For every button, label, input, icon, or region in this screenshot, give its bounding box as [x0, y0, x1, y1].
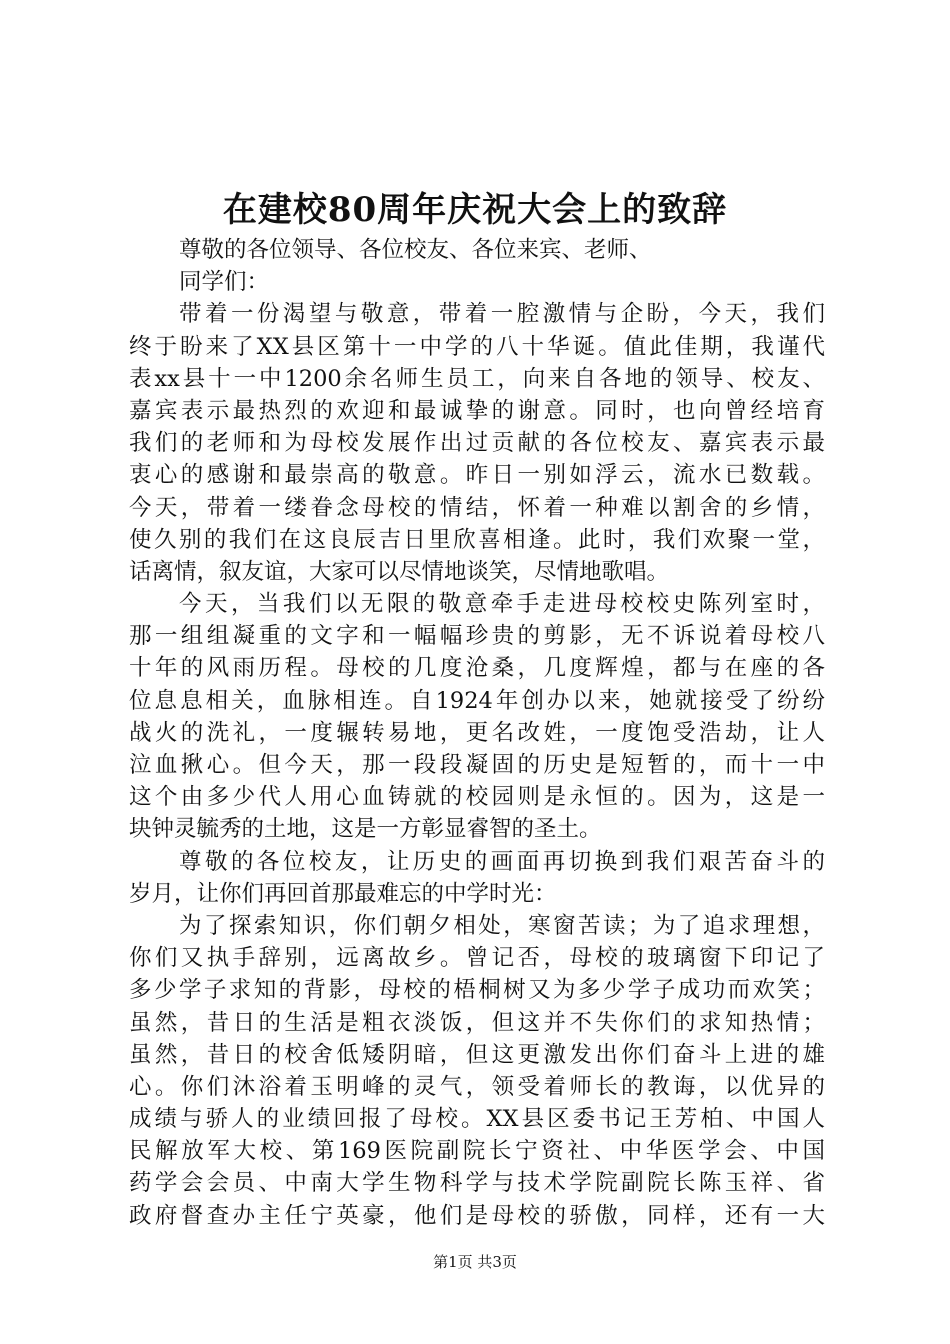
- body-line: 战火的洗礼，一度辗转易地，更名改姓，一度饱受浩劫，让人: [129, 719, 825, 746]
- body-line: 十年的风雨历程。母校的几度沧桑，几度辉煌，都与在座的各: [129, 655, 825, 682]
- body-line: 尊敬的各位领导、各位校友、各位来宾、老师、: [179, 237, 652, 263]
- body-line: 虽然，昔日的生活是粗衣淡饭，但这并不失你们的求知热情；: [129, 1009, 825, 1036]
- body-line: 岁月，让你们再回首那最难忘的中学时光：: [129, 880, 557, 907]
- body-line: 泣血揪心。但今天，那一段段凝固的历史是短暂的，而十一中: [129, 752, 825, 778]
- body-line: 药学会会员、中南大学生物科学与技术学院副院长陈玉祥、省: [129, 1170, 825, 1197]
- body-line: 为了探索知识，你们朝夕相处，寒窗苦读；为了追求理想，: [179, 912, 825, 939]
- body-line: 表xx县十一中1200余名师生员工，向来自各地的领导、校友、: [129, 365, 825, 392]
- document-body: [129, 234, 825, 1232]
- body-line: 使久别的我们在这良辰吉日里欣喜相逢。此时，我们欢聚一堂，: [129, 526, 825, 553]
- body-line: 我们的老师和为母校发展作出过贡献的各位校友、嘉宾表示最: [129, 430, 825, 457]
- body-line: 成绩与骄人的业绩回报了母校。XX县区委书记王芳柏、中国人: [129, 1106, 825, 1133]
- document-title: 在建校80周年庆祝大会上的致辞: [222, 190, 728, 230]
- body-line: 衷心的感谢和最崇高的敬意。昨日一别如浮云，流水已数载。: [129, 462, 825, 489]
- body-line: 政府督查办主任宁英豪，他们是母校的骄傲，同样，还有一大: [129, 1202, 825, 1229]
- body-line: 心。你们沐浴着玉明峰的灵气，领受着师长的教诲，以优异的: [129, 1073, 825, 1100]
- body-line: 终于盼来了XX县区第十一中学的八十华诞。值此佳期，我谨代: [129, 333, 825, 360]
- body-line: 块钟灵毓秀的土地，这是一方彰显睿智的圣土。: [129, 816, 602, 843]
- body-line: 带着一份渴望与敬意，带着一腔激情与企盼，今天，我们: [179, 301, 825, 328]
- body-line: 同学们：: [179, 269, 270, 296]
- page-footer: 第1页 共3页: [433, 1253, 517, 1271]
- body-line: 今天，当我们以无限的敬意牵手走进母校校史陈列室时，: [179, 591, 825, 618]
- body-line: 那一组组凝重的文字和一幅幅珍贵的剪影，无不诉说着母校八: [129, 623, 825, 650]
- body-line: 今天，带着一缕眷念母校的情结，怀着一种难以割舍的乡情，: [129, 494, 825, 521]
- body-line: 虽然，昔日的校舍低矮阴暗，但这更激发出你们奋斗上进的雄: [129, 1041, 825, 1068]
- body-line: 民解放军大校、第169医院副院长宁资社、中华医学会、中国: [129, 1138, 825, 1165]
- body-line: 嘉宾表示最热烈的欢迎和最诚挚的谢意。同时，也向曾经培育: [129, 397, 825, 424]
- body-line: 你们又执手辞别，远离故乡。曾记否，母校的玻璃窗下印记了: [129, 945, 825, 972]
- body-line: 这个由多少代人用心血铸就的校园则是永恒的。因为，这是一: [129, 784, 825, 811]
- body-line: 多少学子求知的背影，母校的梧桐树又为多少学子成功而欢笑；: [129, 977, 825, 1004]
- body-line: 尊敬的各位校友，让历史的画面再切换到我们艰苦奋斗的: [179, 848, 825, 875]
- body-line: 话离情，叙友谊，大家可以尽情地谈笑，尽情地歌唱。: [129, 558, 670, 585]
- body-line: 位息息相关，血脉相连。自1924年创办以来，她就接受了纷纷: [129, 687, 825, 714]
